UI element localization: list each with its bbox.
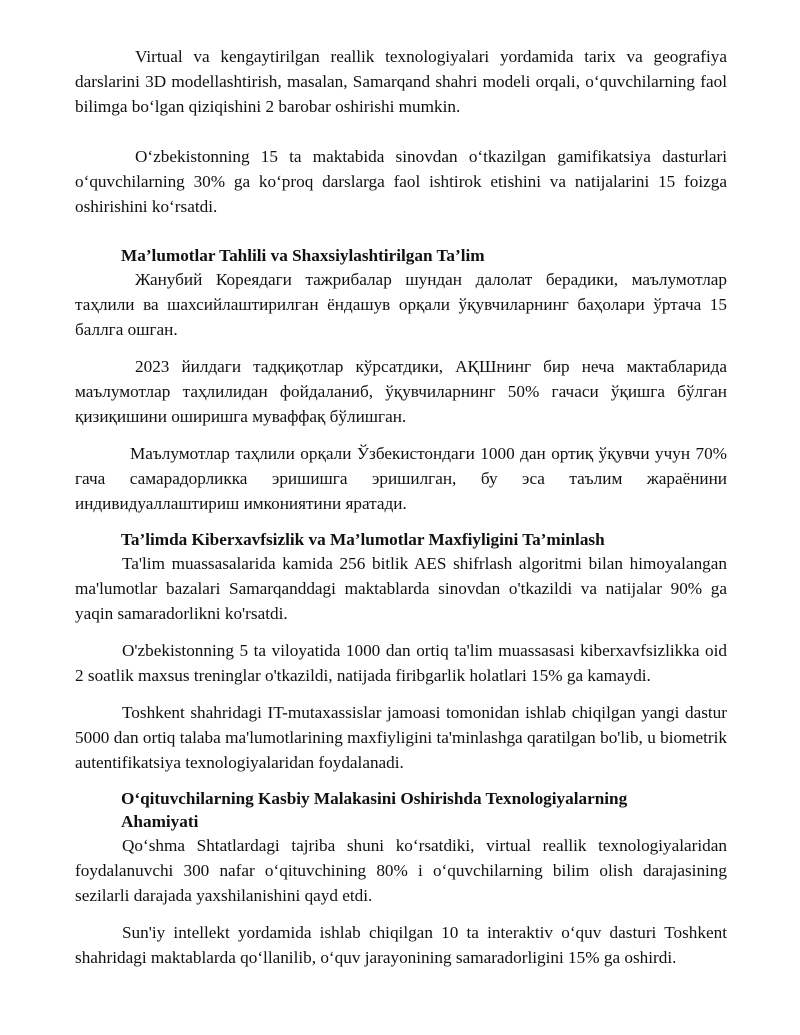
paragraph-south-korea-experience: Жанубий Кореядаги тажрибалар шундан далолат берадики, маълумотлар таҳлили ва шахсийлаштирилган ёндашув орқали ўқувчиларнинг баҳолари ўртача 15 баллга ошган.	[75, 270, 727, 339]
section-heading-cybersecurity: Ta’limda Kiberxavfsizlik va Ma’lumotlar Maxfiyligini Ta’minlash	[121, 530, 605, 549]
document-page	[75, 44, 727, 970]
paragraph-biometric-authentication: Toshkent shahridagi IT-mutaxassislar jamoasi tomonidan ishlab chiqilgan yangi dastur 5000 dan ortiq talaba ma'lumotlarining maxfiyligini ta'minlashga qaratilgan bo'lib, u biometrik autentifikatsiya texnologiyalaridan foydalanadi.	[75, 703, 727, 772]
section-heading-data-analysis: Ma’lumotlar Tahlili va Shaxsiylashtirilgan Ta’lim	[121, 246, 485, 265]
paragraph-uzbekistan-data-analysis: Маълумотлар таҳлили орқали Ўзбекистондаги 1000 дан ортиқ ўқувчи учун 70% гача самарадорликка эришишга эришилган, бу эса таълим жараёнини индивидуаллаштириш имкониятини яратади.	[75, 444, 727, 513]
paragraph-usa-research-2023: 2023 йилдаги тадқиқотлар кўрсатдики, АҚШнинг бир неча мактабларида маълумотлар таҳлилидан фойдаланиб, ўқувчиларнинг 50% гачаси ўқишга бўлган қизиқишини оширишга муваффақ бўлишган.	[75, 357, 727, 426]
paragraph-vr-teachers-usa: Qo‘shma Shtatlardagi tajriba shuni ko‘rsatdiki, virtual reallik texnologiyalaridan foydalanuvchi 300 nafar o‘qituvchining 80% i o‘quvchilarning bilim olish darajasining sezilarli darajada yaxshilanishini qayd etdi.	[75, 836, 727, 905]
section-heading-teacher-qualification: O‘qituvchilarning Kasbiy Malakasini Oshirishda Texnologiyalarning Ahamiyati	[121, 789, 628, 831]
paragraph-ai-interactive-programs: Sun'iy intellekt yordamida ishlab chiqilgan 10 ta interaktiv o‘quv dasturi Toshkent shahridagi maktablarda qo‘llanilib, o‘quv jarayonining samaradorligini 15% ga oshirdi.	[75, 923, 727, 967]
paragraph-aes-encryption: Ta'lim muassasalarida kamida 256 bitlik AES shifrlash algoritmi bilan himoyalangan ma'lumotlar bazalari Samarqanddagi maktablarda sinovdan o'tkazildi va natijalar 90% ga yaqin samaradorlikni ko'rsatdi.	[75, 554, 727, 623]
paragraph-cybersecurity-training: O'zbekistonning 5 ta viloyatida 1000 dan ortiq ta'lim muassasasi kiberxavfsizlikka oid 2 soatlik maxsus treninglar o'tkazildi, natijada firibgarlik holatlari 15% ga kamaydi.	[75, 641, 727, 685]
paragraph-gamification-results: O‘zbekistonning 15 ta maktabida sinovdan o‘tkazilgan gamifikatsiya dasturlari o‘quvchilarning 30% ga ko‘proq darslarga faol ishtirok etishini va natijalarini 15 foizga oshirishini ko‘rsatdi.	[75, 147, 727, 216]
paragraph-vr-history-geography: Virtual va kengaytirilgan reallik texnologiyalari yordamida tarix va geografiya darslarini 3D modellashtirish, masalan, Samarqand shahri modeli orqali, o‘quvchilarning faol bilimga bo‘lgan qiziqishini 2 barobar oshirishi mumkin.	[75, 47, 727, 116]
